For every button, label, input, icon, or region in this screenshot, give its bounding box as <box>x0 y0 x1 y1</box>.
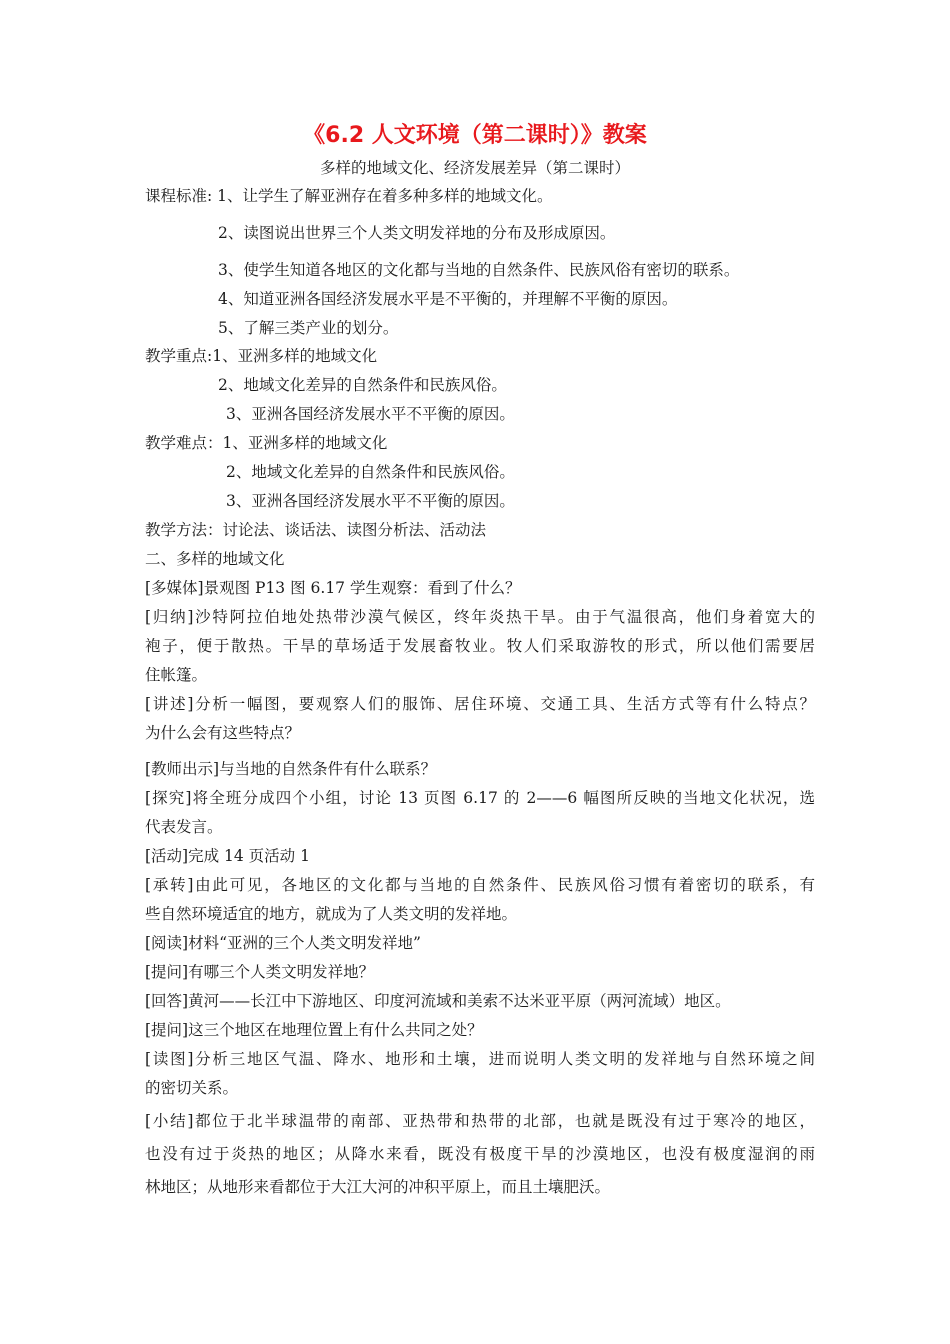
text-line: [承转]由此可见，各地区的文化都与当地的自然条件、民族风俗习惯有着密切的联系，有 <box>145 876 815 894</box>
text-line: [小结]都位于北半球温带的南部、亚热带和热带的北部，也就是既没有过于寒冷的地区， <box>145 1112 815 1130</box>
text-line: [多媒体]景观图 P13 图 6.17 学生观察：看到了什么？ <box>145 579 521 597</box>
text-line: 林地区；从地形来看都位于大江大河的冲积平原上，而且土壤肥沃。 <box>145 1178 611 1196</box>
text-line: [提问]有哪三个人类文明发祥地？ <box>145 963 375 981</box>
text-line: 4、知道亚洲各国经济发展水平是不平衡的，并理解不平衡的原因。 <box>218 290 678 308</box>
text-line: [提问]这三个地区在地理位置上有什么共同之处？ <box>145 1021 483 1039</box>
text-line: 也没有过于炎热的地区；从降水来看，既没有极度干旱的沙漠地区，也没有极度湿润的雨 <box>145 1145 815 1163</box>
text-line: 教学重点:1、亚洲多样的地域文化 <box>145 347 378 365</box>
text-line: [活动]完成 14 页活动 1 <box>145 847 310 865</box>
text-line: 教学方法：讨论法、谈话法、读图分析法、活动法 <box>145 521 487 539</box>
text-line: [阅读]材料“亚洲的三个人类文明发祥地” <box>145 934 421 952</box>
text-line: 3、使学生知道各地区的文化都与当地的自然条件、民族风俗有密切的联系。 <box>218 261 740 279</box>
text-line: 课程标准: 1、让学生了解亚洲存在着多种多样的地域文化。 <box>145 187 553 205</box>
text-line: [回答]黄河——长江中下游地区、印度河流域和美索不达米亚平原（两河流域）地区。 <box>145 992 731 1010</box>
document-subtitle: 多样的地域文化、经济发展差异（第二课时） <box>319 159 630 177</box>
text-line: [教师出示]与当地的自然条件有什么联系？ <box>145 760 437 778</box>
text-line: 住帐篷。 <box>145 666 208 684</box>
text-line: 袍子，便于散热。干旱的草场适于发展畜牧业。牧人们采取游牧的形式，所以他们需要居 <box>145 637 815 655</box>
text-line: 2、地域文化差异的自然条件和民族风俗。 <box>218 376 507 394</box>
text-line: 3、亚洲各国经济发展水平不平衡的原因。 <box>226 492 515 510</box>
text-line: 3、亚洲各国经济发展水平不平衡的原因。 <box>226 405 515 423</box>
text-line: 教学难点：1、亚洲多样的地域文化 <box>145 434 388 452</box>
text-line: 些自然环境适宜的地方，就成为了人类文明的发祥地。 <box>145 905 518 923</box>
text-line: [讲述]分析一幅图，要观察人们的服饰、居住环境、交通工具、生活方式等有什么特点？ <box>145 695 815 713</box>
text-line: 5、了解三类产业的划分。 <box>218 319 399 337</box>
text-line: 代表发言。 <box>145 818 223 836</box>
text-line: 二、多样的地域文化 <box>145 550 285 568</box>
text-line: [读图]分析三地区气温、降水、地形和土壤，进而说明人类文明的发祥地与自然环境之间 <box>145 1050 815 1068</box>
text-line: 2、读图说出世界三个人类文明发祥地的分布及形成原因。 <box>218 224 616 242</box>
text-line: 为什么会有这些特点？ <box>145 724 301 742</box>
document-title: 《6.2 人文环境（第二课时）》教案 <box>303 123 647 148</box>
text-line: [归纳]沙特阿拉伯地处热带沙漠气候区，终年炎热干旱。由于气温很高，他们身着宽大的 <box>145 608 815 626</box>
text-line: [探究]将全班分成四个小组，讨论 13 页图 6.17 的 2——6 幅图所反映的当地文化状况，选 <box>145 789 815 807</box>
text-line: 的密切关系。 <box>145 1079 239 1097</box>
text-line: 2、地域文化差异的自然条件和民族风俗。 <box>226 463 515 481</box>
